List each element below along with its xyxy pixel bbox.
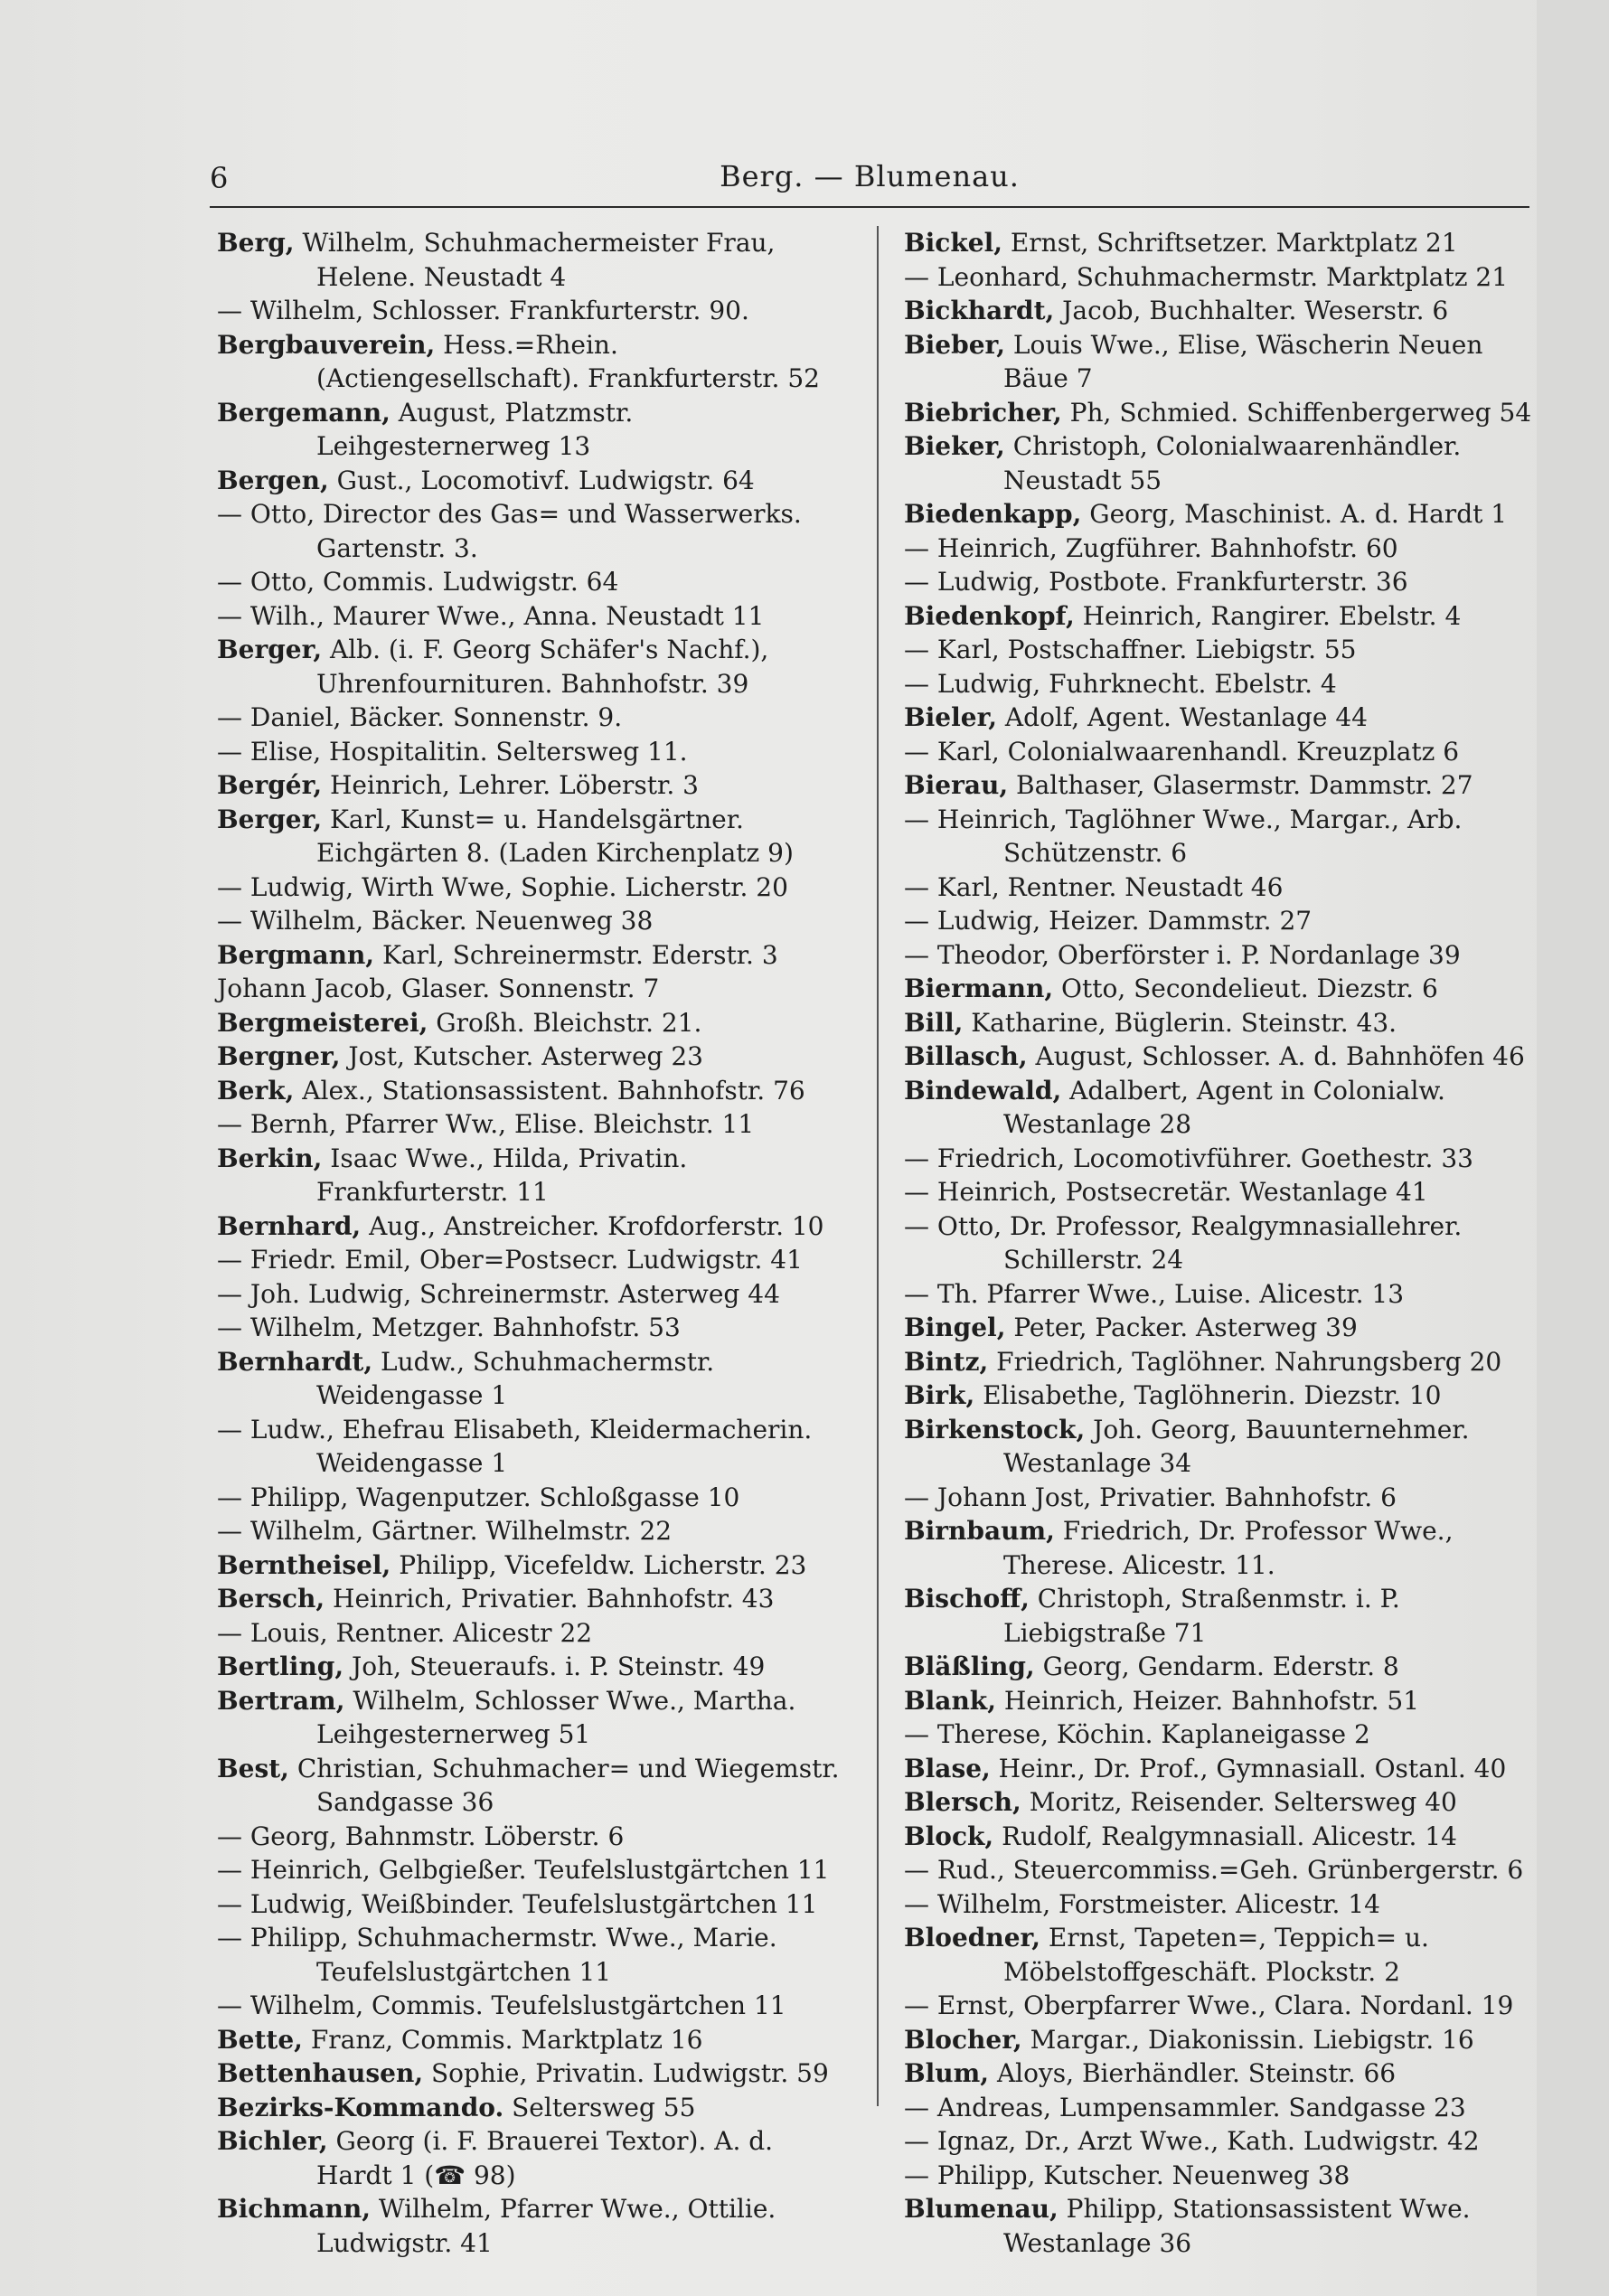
directory-entry	[904, 532, 1537, 566]
entry-surname: Blumenau,	[904, 2194, 1059, 2224]
entry-surname: Bierau,	[904, 770, 1009, 800]
directory-entry	[904, 972, 1537, 1006]
directory-entry	[904, 1074, 1537, 1142]
directory-entry	[904, 735, 1537, 769]
entry-details: Balthaser, Glasermstr. Dammstr. 27	[1008, 770, 1473, 800]
entry-details: Wilhelm, Schuhmachermeister Frau, Helene. Neustadt 4	[294, 228, 784, 292]
directory-entry	[217, 1413, 850, 1481]
directory-entry	[217, 1006, 850, 1040]
directory-entry	[217, 1107, 850, 1142]
directory-entry	[904, 1921, 1537, 1989]
directory-entry	[904, 1481, 1537, 1515]
directory-entry	[217, 768, 850, 803]
directory-entry	[904, 294, 1537, 328]
entry-details: — Theodor, Oberförster i. P. Nordanlage 39	[904, 939, 1461, 970]
directory-entry	[217, 1989, 850, 2023]
directory-entry	[217, 1243, 850, 1277]
directory-entry	[904, 2056, 1537, 2091]
entry-details: — Wilh., Maurer Wwe., Anna. Neustadt 11	[217, 600, 765, 631]
entry-details: Jacob, Buchhalter. Weserstr. 6	[1054, 296, 1449, 325]
entry-surname: Bergér,	[217, 770, 323, 800]
right-column	[904, 226, 1537, 2260]
directory-entry	[217, 1887, 850, 1922]
entry-surname: Bill,	[904, 1007, 964, 1038]
entry-details: Franz, Commis. Marktplatz 16	[302, 2024, 703, 2055]
entry-details: Wilhelm, Pfarrer Wwe., Ottilie. Ludwigstr. 41	[316, 2194, 785, 2258]
entry-surname: Bieber,	[904, 329, 1005, 360]
entry-details: Peter, Packer. Asterweg 39	[1005, 1313, 1358, 1342]
directory-entry	[904, 1175, 1537, 1209]
entry-details: — Johann Jost, Privatier. Bahnhofstr. 6	[904, 1482, 1397, 1512]
directory-entry	[904, 803, 1537, 870]
entry-details: Heinrich, Privatier. Bahnhofstr. 43	[325, 1584, 775, 1614]
directory-entry	[217, 870, 850, 905]
running-head: Berg. — Blumenau.	[720, 159, 1020, 193]
left-column	[217, 226, 850, 2260]
directory-entry	[904, 226, 1537, 260]
entry-surname: Bernhardt,	[217, 1346, 373, 1377]
entry-surname: Blum,	[904, 2058, 990, 2088]
entry-details: — Ludw., Ehefrau Elisabeth, Kleidermacherin. Weidengasse 1	[217, 1414, 821, 1478]
entry-details: Philipp, Stationsassistent Wwe. Westanlage 36	[1003, 2194, 1479, 2258]
entry-details: Johann Jacob, Glaser. Sonnenstr. 7	[217, 974, 660, 1003]
directory-entry	[904, 565, 1537, 599]
entry-surname: Berg,	[217, 228, 295, 258]
entry-details: — Otto, Commis. Ludwigstr. 64	[217, 567, 619, 597]
entry-surname: Bertling,	[217, 1651, 344, 1681]
directory-entry	[904, 1853, 1537, 1887]
entry-details: — Philipp, Kutscher. Neuenweg 38	[904, 2160, 1350, 2190]
directory-entry	[217, 497, 850, 565]
entry-details: Hess.=Rhein. (Actiengesellschaft). Frankfurterstr. 52	[316, 329, 820, 393]
entry-surname: Bindewald,	[904, 1075, 1062, 1106]
entry-surname: Berger,	[217, 804, 323, 834]
entry-surname: Birk,	[904, 1380, 975, 1410]
directory-entry	[217, 565, 850, 599]
directory-entry	[904, 2124, 1537, 2159]
entry-details: — Ernst, Oberpfarrer Wwe., Clara. Nordanl. 19	[904, 1990, 1514, 2020]
entry-details: — Leonhard, Schuhmachermstr. Marktplatz 21	[904, 261, 1509, 292]
directory-entry	[217, 1650, 850, 1684]
directory-entry	[217, 2192, 850, 2260]
entry-details: Rudolf, Realgymnasiall. Alicestr. 14	[993, 1821, 1457, 1851]
entry-surname: Bergmeisterei,	[217, 1007, 428, 1038]
directory-entry	[904, 2091, 1537, 2125]
directory-entry	[904, 328, 1537, 396]
directory-entry	[904, 1142, 1537, 1176]
entry-surname: Blersch,	[904, 1787, 1021, 1817]
entry-surname: Biedenkopf,	[904, 600, 1075, 631]
directory-entry	[217, 2056, 850, 2091]
directory-entry	[904, 701, 1537, 735]
directory-entry	[904, 396, 1537, 430]
directory-entry	[217, 633, 850, 701]
directory-entry	[904, 260, 1537, 295]
directory-entry	[904, 2159, 1537, 2193]
entry-details: — Daniel, Bäcker. Sonnenstr. 9.	[217, 702, 623, 732]
entry-details: Georg, Gendarm. Ederstr. 8	[1034, 1651, 1399, 1681]
directory-entry	[217, 1582, 850, 1616]
directory-entry	[904, 633, 1537, 667]
entry-surname: Berk,	[217, 1075, 295, 1106]
entry-surname: Bette,	[217, 2024, 303, 2055]
entry-surname: Berntheisel,	[217, 1549, 391, 1580]
page-edge-shadow	[1537, 0, 1609, 2296]
directory-entry	[217, 599, 850, 634]
directory-entry	[217, 938, 850, 973]
entry-details: Georg, Maschinist. A. d. Hardt 1	[1081, 499, 1508, 529]
directory-entry	[217, 1514, 850, 1548]
entry-surname: Bergmann,	[217, 939, 375, 970]
entry-details: — Ludwig, Wirth Wwe, Sophie. Licherstr. 20	[217, 871, 788, 902]
directory-entry	[904, 1379, 1537, 1413]
directory-entry	[904, 1717, 1537, 1752]
entry-details: Alb. (i. F. Georg Schäfer's Nachf.), Uhrenfournituren. Bahnhofstr. 39	[316, 635, 777, 699]
entry-details: Joh. Georg, Bauunternehmer. Westanlage 34	[1003, 1414, 1478, 1478]
entry-surname: Biebricher,	[904, 397, 1062, 428]
directory-entry	[217, 396, 850, 464]
entry-details: — Th. Pfarrer Wwe., Luise. Alicestr. 13	[904, 1278, 1405, 1309]
entry-surname: Bichler,	[217, 2126, 328, 2156]
entry-details: Christoph, Straßenmstr. i. P. Liebigstraße 71	[1003, 1584, 1408, 1648]
entry-details: — Heinrich, Gelbgießer. Teufelslustgärtchen 11	[217, 1855, 830, 1885]
directory-entry	[904, 429, 1537, 497]
entry-details: Katharine, Büglerin. Steinstr. 43.	[963, 1007, 1397, 1038]
entry-surname: Bieler,	[904, 702, 998, 732]
entry-details: — Ludwig, Postbote. Frankfurterstr. 36	[904, 567, 1408, 597]
directory-entry	[217, 328, 850, 396]
directory-entry	[904, 1277, 1537, 1312]
directory-entry	[904, 1820, 1537, 1854]
entry-details: — Wilhelm, Schlosser. Frankfurterstr. 90.	[217, 296, 749, 325]
entry-details: Alex., Stationsassistent. Bahnhofstr. 76	[294, 1075, 805, 1106]
directory-entry	[217, 735, 850, 769]
directory-entry	[904, 1752, 1537, 1786]
entry-surname: Berger,	[217, 635, 323, 664]
entry-details: Heinrich, Heizer. Bahnhofstr. 51	[995, 1685, 1420, 1716]
directory-entry	[217, 464, 850, 498]
entry-details: — Wilhelm, Commis. Teufelslustgärtchen 11	[217, 1990, 786, 2020]
entry-surname: Block,	[904, 1821, 994, 1851]
directory-entry	[217, 1209, 850, 1244]
directory-entry	[217, 2124, 850, 2192]
entry-details: Jost, Kutscher. Asterweg 23	[340, 1041, 703, 1071]
entry-surname: Bichmann,	[217, 2194, 371, 2224]
entry-details: Adolf, Agent. Westanlage 44	[997, 702, 1368, 732]
entry-details: — Otto, Director des Gas= und Wasserwerks. Gartenstr. 3.	[217, 499, 810, 563]
directory-entry	[904, 1582, 1537, 1650]
entry-surname: Bickel,	[904, 228, 1002, 258]
directory-entry	[217, 2023, 850, 2057]
directory-entry	[904, 768, 1537, 803]
entry-details: Friedrich, Taglöhner. Nahrungsberg 20	[988, 1346, 1502, 1377]
entry-surname: Bergemann,	[217, 397, 390, 428]
entry-details: — Bernh, Pfarrer Ww., Elise. Bleichstr. 11	[217, 1109, 755, 1139]
entry-details: August, Platzmstr. Leihgesternerweg 13	[316, 397, 642, 461]
entry-details: — Karl, Colonialwaarenhandl. Kreuzplatz 6	[904, 736, 1460, 767]
entry-details: Ludw., Schuhmachermstr. Weidengasse 1	[316, 1346, 723, 1410]
entry-surname: Birkenstock,	[904, 1414, 1086, 1444]
entry-details: Gust., Locomotivf. Ludwigstr. 64	[328, 465, 755, 495]
entry-details: Friedrich, Dr. Professor Wwe., Therese. Alicestr. 11.	[1003, 1516, 1462, 1580]
column-divider	[877, 226, 879, 2106]
directory-entry	[217, 1074, 850, 1108]
entry-surname: Bergner,	[217, 1041, 341, 1071]
entry-surname: Birnbaum,	[904, 1516, 1055, 1546]
entry-details: — Karl, Postschaffner. Liebigstr. 55	[904, 635, 1357, 664]
entry-details: Karl, Kunst= u. Handelsgärtner. Eichgärten 8. (Laden Kirchenplatz 9)	[316, 804, 794, 868]
page-number: 6	[210, 161, 229, 195]
entry-details: — Wilhelm, Bäcker. Neuenweg 38	[217, 906, 654, 936]
directory-entry	[904, 1345, 1537, 1379]
directory-entry	[904, 599, 1537, 634]
entry-surname: Bieker,	[904, 431, 1005, 461]
entry-details: — Friedr. Emil, Ober=Postsecr. Ludwigstr. 41	[217, 1245, 803, 1275]
entry-details: Margar., Diakonissin. Liebigstr. 16	[1021, 2024, 1474, 2055]
entry-surname: Bintz,	[904, 1346, 989, 1377]
entry-details: Philipp, Vicefeldw. Licherstr. 23	[390, 1549, 807, 1580]
entry-details: Georg (i. F. Brauerei Textor). A. d. Hardt 1 (☎ 98)	[316, 2126, 781, 2190]
entry-details: — Louis, Rentner. Alicestr 22	[217, 1617, 593, 1648]
entry-details: — Wilhelm, Forstmeister. Alicestr. 14	[904, 1888, 1380, 1919]
directory-entry	[904, 2023, 1537, 2057]
directory-entry	[904, 1040, 1537, 1074]
entry-surname: Bingel,	[904, 1313, 1006, 1342]
directory-entry	[217, 1616, 850, 1651]
entry-details: — Wilhelm, Gärtner. Wilhelmstr. 22	[217, 1516, 673, 1546]
directory-entry	[217, 1921, 850, 1989]
entry-details: — Ludwig, Weißbinder. Teufelslustgärtchen 11	[217, 1888, 818, 1919]
entry-details: — Otto, Dr. Professor, Realgymnasiallehrer. Schillerstr. 24	[904, 1210, 1471, 1275]
entry-details: Seltersweg 55	[503, 2092, 696, 2122]
directory-entry	[217, 803, 850, 870]
directory-entry	[904, 1650, 1537, 1684]
entry-surname: Best,	[217, 1753, 289, 1783]
entry-surname: Biermann,	[904, 974, 1054, 1003]
entry-details: Karl, Schreinermstr. Ederstr. 3	[374, 939, 778, 970]
directory-entry	[217, 1684, 850, 1752]
entry-surname: Berkin,	[217, 1143, 323, 1173]
entry-details: — Andreas, Lumpensammler. Sandgasse 23	[904, 2092, 1466, 2122]
entry-surname: Biedenkapp,	[904, 499, 1082, 529]
entry-surname: Billasch,	[904, 1041, 1028, 1071]
directory-entry	[217, 1548, 850, 1583]
directory-entry	[217, 1853, 850, 1887]
entry-details: Elisabethe, Taglöhnerin. Diezstr. 10	[974, 1380, 1442, 1410]
entry-details: — Heinrich, Postsecretär. Westanlage 41	[904, 1177, 1428, 1207]
header-rule	[210, 206, 1529, 208]
entry-details: — Heinrich, Taglöhner Wwe., Margar., Arb. Schützenstr. 6	[904, 804, 1471, 868]
directory-entry	[904, 1413, 1537, 1481]
entry-details: Adalbert, Agent in Colonialw. Westanlage 28	[1003, 1075, 1454, 1139]
entry-details: — Georg, Bahnmstr. Löberstr. 6	[217, 1821, 625, 1851]
directory-entry	[904, 1006, 1537, 1040]
entry-details: — Therese, Köchin. Kaplaneigasse 2	[904, 1719, 1370, 1749]
directory-entry	[217, 1277, 850, 1312]
directory-entry	[217, 226, 850, 294]
directory-entry	[904, 2192, 1537, 2260]
directory-entry	[904, 1311, 1537, 1345]
entry-details: Ernst, Schriftsetzer. Marktplatz 21	[1002, 228, 1458, 258]
directory-entry	[904, 1684, 1537, 1718]
directory-entry	[217, 2091, 850, 2125]
directory-entry	[217, 972, 850, 1006]
directory-entry	[904, 1887, 1537, 1922]
entry-surname: Blank,	[904, 1685, 996, 1716]
entry-details: — Heinrich, Zugführer. Bahnhofstr. 60	[904, 532, 1398, 563]
entry-details: Moritz, Reisender. Seltersweg 40	[1021, 1787, 1457, 1817]
entry-surname: Bezirks-Kommando.	[217, 2092, 504, 2122]
entry-surname: Bloedner,	[904, 1923, 1041, 1953]
entry-details: Isaac Wwe., Hilda, Privatin. Frankfurterstr. 11	[316, 1143, 696, 1207]
entry-surname: Bernhard,	[217, 1210, 362, 1241]
entry-details: — Joh. Ludwig, Schreinermstr. Asterweg 44	[217, 1278, 780, 1309]
directory-entry	[904, 1209, 1537, 1277]
directory-entry	[904, 938, 1537, 973]
directory-entry	[904, 870, 1537, 905]
entry-details: Heinrich, Rangirer. Ebelstr. 4	[1074, 600, 1462, 631]
directory-entry	[217, 294, 850, 328]
directory-entry	[217, 701, 850, 735]
entry-details: Joh, Steueraufs. i. P. Steinstr. 49	[343, 1651, 766, 1681]
directory-entry	[217, 1481, 850, 1515]
directory-entry	[217, 1345, 850, 1413]
directory-entry	[904, 667, 1537, 701]
directory-entry	[904, 1989, 1537, 2023]
directory-entry	[217, 1311, 850, 1345]
entry-details: Großh. Bleichstr. 21.	[428, 1007, 702, 1038]
entry-details: — Ludwig, Fuhrknecht. Ebelstr. 4	[904, 668, 1337, 699]
entry-details: Aloys, Bierhändler. Steinstr. 66	[989, 2058, 1397, 2088]
directory-entry	[904, 904, 1537, 938]
directory-entry	[217, 904, 850, 938]
entry-details: Sophie, Privatin. Ludwigstr. 59	[423, 2058, 829, 2088]
entry-details: — Karl, Rentner. Neustadt 46	[904, 871, 1284, 902]
entry-details: Aug., Anstreicher. Krofdorferstr. 10	[361, 1210, 824, 1241]
entry-details: — Ludwig, Heizer. Dammstr. 27	[904, 906, 1313, 936]
entry-surname: Bersch,	[217, 1584, 325, 1614]
entry-details: Christian, Schuhmacher= und Wiegemstr. Sandgasse 36	[288, 1753, 848, 1817]
entry-surname: Bertram,	[217, 1685, 345, 1716]
directory-entry	[217, 1752, 850, 1820]
entry-surname: Bickhardt,	[904, 296, 1055, 325]
entry-details: Heinr., Dr. Prof., Gymnasiall. Ostanl. 40	[990, 1753, 1507, 1783]
entry-details: — Rud., Steuercommiss.=Geh. Grünbergerstr. 6	[904, 1855, 1524, 1885]
entry-details: — Philipp, Schuhmachermstr. Wwe., Marie. Teufelslustgärtchen 11	[217, 1923, 786, 1987]
entry-surname: Blase,	[904, 1753, 991, 1783]
entry-details: August, Schlosser. A. d. Bahnhöfen 46	[1027, 1041, 1525, 1071]
directory-entry	[904, 1514, 1537, 1582]
entry-surname: Bettenhausen,	[217, 2058, 424, 2088]
entry-details: — Ignaz, Dr., Arzt Wwe., Kath. Ludwigstr. 42	[904, 2126, 1480, 2156]
entry-details: Otto, Secondelieut. Diezstr. 6	[1053, 974, 1438, 1003]
entry-details: Christoph, Colonialwaarenhändler. Neustadt 55	[1003, 431, 1470, 495]
entry-details: Heinrich, Lehrer. Löberstr. 3	[322, 770, 699, 800]
entry-details: — Elise, Hospitalitin. Seltersweg 11.	[217, 736, 688, 767]
entry-details: Ph, Schmied. Schiffenbergerweg 54	[1061, 397, 1532, 428]
directory-entry	[904, 497, 1537, 532]
entry-surname: Bläßling,	[904, 1651, 1035, 1681]
entry-details: — Philipp, Wagenputzer. Schloßgasse 10	[217, 1482, 740, 1512]
directory-entry	[904, 1785, 1537, 1820]
entry-details: — Friedrich, Locomotivführer. Goethestr. 33	[904, 1143, 1473, 1173]
entry-details: — Wilhelm, Metzger. Bahnhofstr. 53	[217, 1313, 681, 1342]
entry-details: Louis Wwe., Elise, Wäscherin Neuen Bäue 7	[1003, 329, 1491, 393]
entry-surname: Blocher,	[904, 2024, 1022, 2055]
entry-details: Wilhelm, Schlosser Wwe., Martha. Leihgesternerweg 51	[316, 1685, 804, 1749]
directory-entry	[217, 1040, 850, 1074]
entry-surname: Bergbauverein,	[217, 329, 436, 360]
directory-entry	[217, 1142, 850, 1209]
directory-entry	[217, 1820, 850, 1854]
entry-surname: Bischoff,	[904, 1584, 1030, 1614]
entry-details: Ernst, Tapeten=, Teppich= u. Möbelstoffgeschäft. Plockstr. 2	[1003, 1923, 1437, 1987]
entry-surname: Bergen,	[217, 465, 329, 495]
